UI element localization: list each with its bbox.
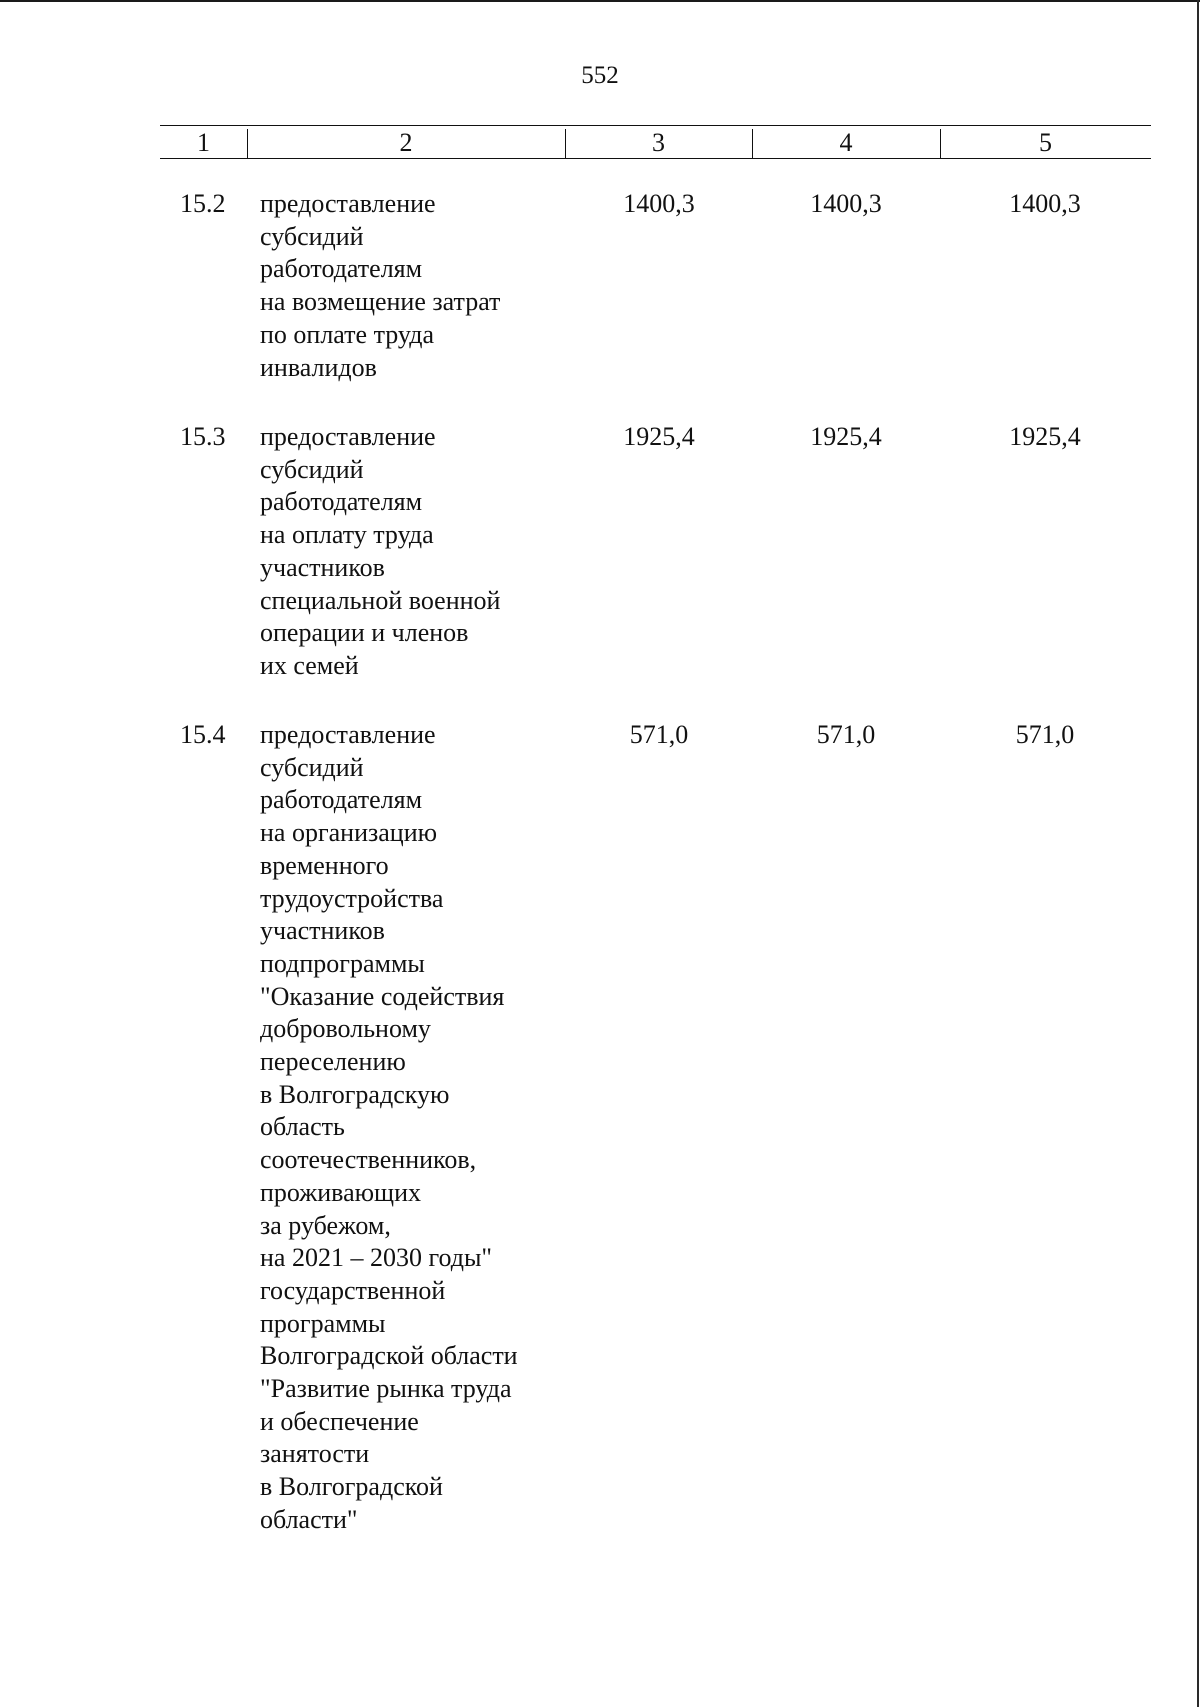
row-value-col4: 571,0 xyxy=(816,720,876,749)
row-value-col5: 1400,3 xyxy=(1009,189,1081,218)
row-value-col5: 1925,4 xyxy=(1009,422,1081,451)
row-value-col5: 571,0 xyxy=(1015,720,1075,749)
row-value-col4: 1925,4 xyxy=(810,422,882,451)
row-description: предоставление субсидий работодателям на возмещение затрат по оплате труда инвалидов xyxy=(260,189,501,382)
row-value-col3: 1925,4 xyxy=(623,422,695,451)
column-header-2: 2 xyxy=(399,128,413,157)
column-header-5: 5 xyxy=(1039,128,1052,157)
row-number: 15.2 xyxy=(180,189,226,218)
page-right-edge xyxy=(1197,0,1199,1707)
row-value-col3: 1400,3 xyxy=(623,189,695,218)
page-top-edge xyxy=(0,0,1200,2)
row-value-col4: 1400,3 xyxy=(810,189,882,218)
table-header xyxy=(160,125,1151,159)
row-description: предоставление субсидий работодателям на организацию временного трудоустройства участников подпрограммы "Оказание содействия добровольному переселению в Волгоградскую область соотечественников, проживающих за рубежом, на 2021 – 2030 годы" государственной программы Волгоградской области "Развитие рынка труда и обеспечение занятости в Волгоградской области" xyxy=(260,720,518,1534)
row-number: 15.3 xyxy=(180,422,226,451)
column-header-3: 3 xyxy=(652,128,665,157)
row-description: предоставление субсидий работодателям на оплату труда участников специальной военной операции и членов их семей xyxy=(260,422,501,680)
column-header-4: 4 xyxy=(839,128,853,157)
row-value-col3: 571,0 xyxy=(629,720,689,749)
row-number: 15.4 xyxy=(180,720,226,749)
column-header-1: 1 xyxy=(197,128,210,157)
page-number: 552 xyxy=(581,62,619,89)
